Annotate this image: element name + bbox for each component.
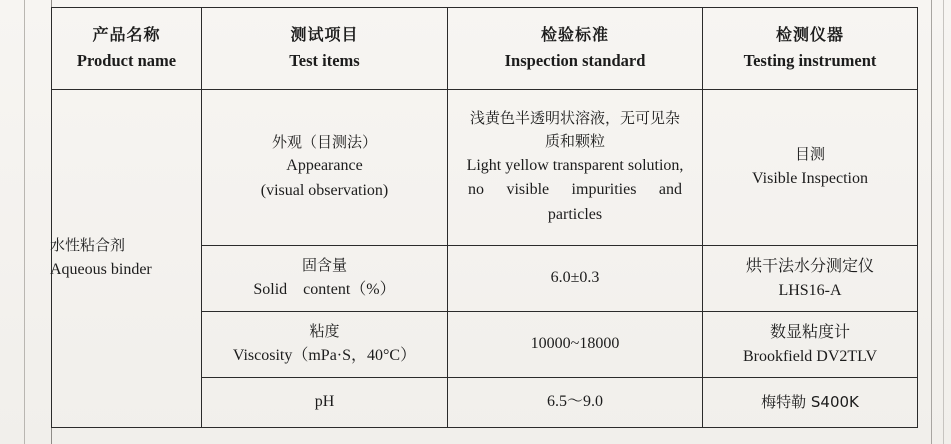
product-name-en: Aqueous binder (50, 260, 152, 278)
instrument-text: 烘干法水分测定仪 (745, 255, 874, 275)
instrument-cell (703, 312, 918, 378)
instrument-text: Brookfield DV2TLV (742, 347, 878, 365)
header-product-name (52, 8, 202, 90)
page-margin-line (943, 0, 944, 444)
instrument-text: 梅特勒 S400K (761, 392, 859, 411)
standard-text: particles (547, 206, 603, 224)
standard-text: 10000~18000 (530, 335, 620, 353)
instrument-text: Visible Inspection (752, 169, 868, 187)
header-standard-en: Inspection standard (504, 51, 646, 71)
header-test-zh: 测试项目 (290, 25, 359, 45)
page-margin-line (931, 0, 932, 444)
header-test-items (202, 8, 448, 90)
header-inspection-standard (448, 8, 703, 90)
test-item-text: 粘度 (309, 322, 340, 341)
standard-text: 浅黄色半透明状溶液，无可见杂 (469, 109, 680, 128)
test-item-cell (202, 90, 448, 246)
product-name-zh: 水性粘合剂 (50, 236, 126, 255)
standard-text: Light yellow transparent solution, (466, 156, 684, 174)
instrument-text: LHS16-A (778, 281, 842, 299)
header-product-zh: 产品名称 (92, 25, 161, 45)
header-standard-zh: 检验标准 (540, 25, 609, 45)
instrument-cell (703, 378, 918, 428)
standard-text: no visible impurities and (468, 181, 682, 199)
test-item-text: Viscosity（mPa·S，40°C） (232, 346, 417, 364)
header-row (52, 8, 918, 90)
test-item-text: pH (314, 393, 335, 411)
standard-cell (448, 246, 703, 312)
standard-cell (448, 312, 703, 378)
header-test-en: Test items (289, 51, 360, 71)
standard-text: 6.0±0.3 (550, 269, 600, 287)
instrument-cell (703, 90, 918, 246)
header-testing-instrument (703, 8, 918, 90)
standard-text: 质和颗粒 (544, 132, 605, 151)
standard-text: 6.5～9.0 (546, 393, 603, 411)
table-row (52, 90, 918, 246)
test-item-cell (202, 378, 448, 428)
page-margin-line (24, 0, 25, 444)
instrument-text: 目测 (794, 145, 825, 164)
inspection-spec-table (51, 7, 918, 428)
instrument-cell (703, 246, 918, 312)
standard-cell (448, 90, 703, 246)
test-item-text: Solid content（%） (253, 280, 396, 298)
test-item-text: Appearance (286, 157, 363, 175)
header-instrument-zh: 检测仪器 (775, 25, 844, 45)
instrument-text: 数显粘度计 (769, 321, 850, 341)
header-product-en: Product name (76, 51, 177, 71)
header-instrument-en: Testing instrument (743, 51, 877, 71)
test-item-cell (202, 246, 448, 312)
test-item-text: 外观（目测法） (271, 133, 377, 152)
test-item-text: (visual observation) (260, 182, 389, 200)
product-name-cell (52, 90, 202, 428)
test-item-cell (202, 312, 448, 378)
test-item-text: 固含量 (301, 256, 347, 275)
standard-cell (448, 378, 703, 428)
